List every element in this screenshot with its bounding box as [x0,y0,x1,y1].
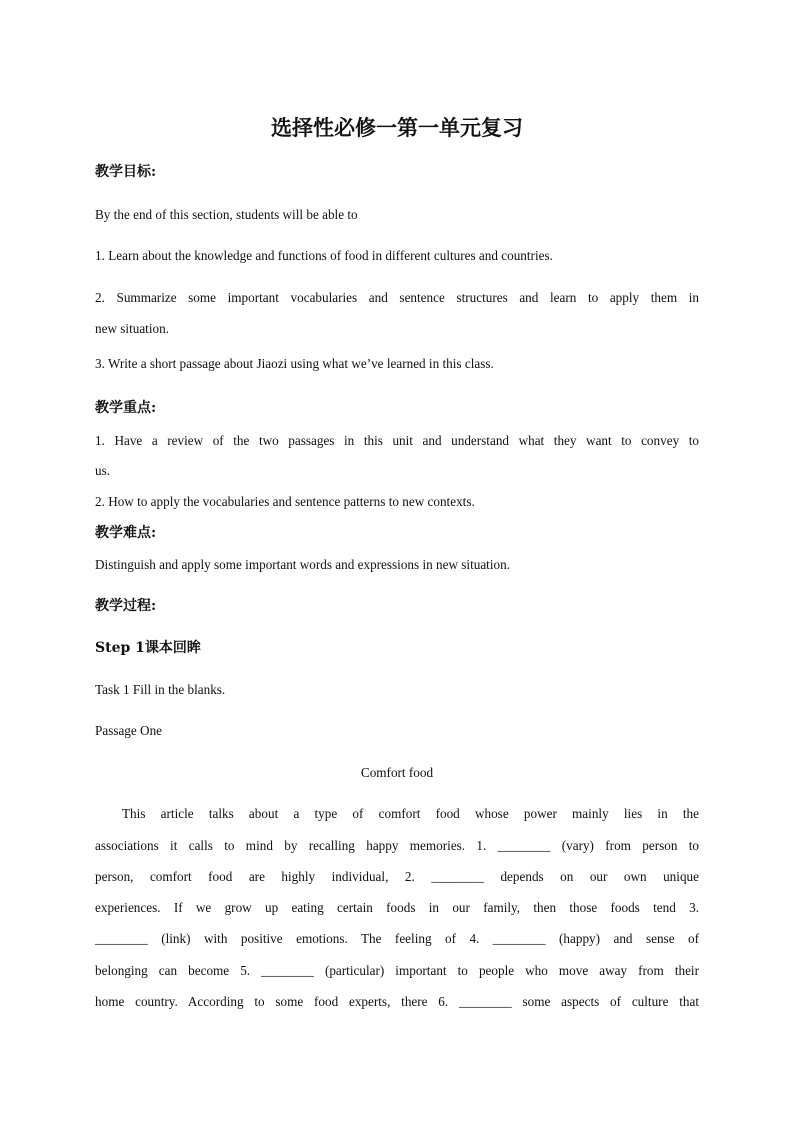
passage-line: associations it calls to mind by recalling happy memories. 1. ________ (vary) from person to [95,838,699,853]
objective-2-line2: new situation. [95,321,169,336]
passage-line: ________ (link) with positive emotions. The feeling of 4. ________ (happy) and sense of [95,931,699,946]
objective-2-line1: 2. Summarize some important vocabularies and sentence structures and learn to apply them in [95,290,699,305]
objectives-heading: 教学目标: [95,164,157,180]
key-point-2: 2. How to apply the vocabularies and sentence patterns to new contexts. [95,494,475,509]
objective-3: 3. Write a short passage about Jiaozi using what we’ve learned in this class. [95,356,494,371]
step1-heading: Step 1课本回眸 [95,640,201,656]
difficulties-heading: 教学难点: [95,525,157,541]
process-heading: 教学过程: [95,598,157,614]
passage-line: This article talks about a type of comfort food whose power mainly lies in the [122,806,699,821]
objective-1: 1. Learn about the knowledge and functions of food in different cultures and countries. [95,248,553,263]
key-point-1-line1: 1. Have a review of the two passages in this unit and understand what they want to convey to [95,433,699,448]
passage-line: belonging can become 5. ________ (particular) important to people who move away from their [95,963,699,978]
passage-line: experiences. If we grow up eating certain foods in our family, then those foods tend 3. [95,900,699,915]
passage-line: person, comfort food are highly individual, 2. ________ depends on our own unique [95,869,699,884]
difficulty-1: Distinguish and apply some important words and expressions in new situation. [95,557,510,572]
objectives-intro: By the end of this section, students will be able to [95,207,358,222]
key-points-heading: 教学重点: [95,400,157,416]
passage-line: home country. According to some food experts, there 6. ________ some aspects of culture that [95,994,699,1009]
page-title: 选择性必修一第一单元复习 [271,115,523,140]
passage-title: Comfort food [360,765,434,780]
task1-instruction: Task 1 Fill in the blanks. [95,682,226,697]
key-point-1-line2: us. [95,463,111,478]
passage-label: Passage One [95,723,163,738]
